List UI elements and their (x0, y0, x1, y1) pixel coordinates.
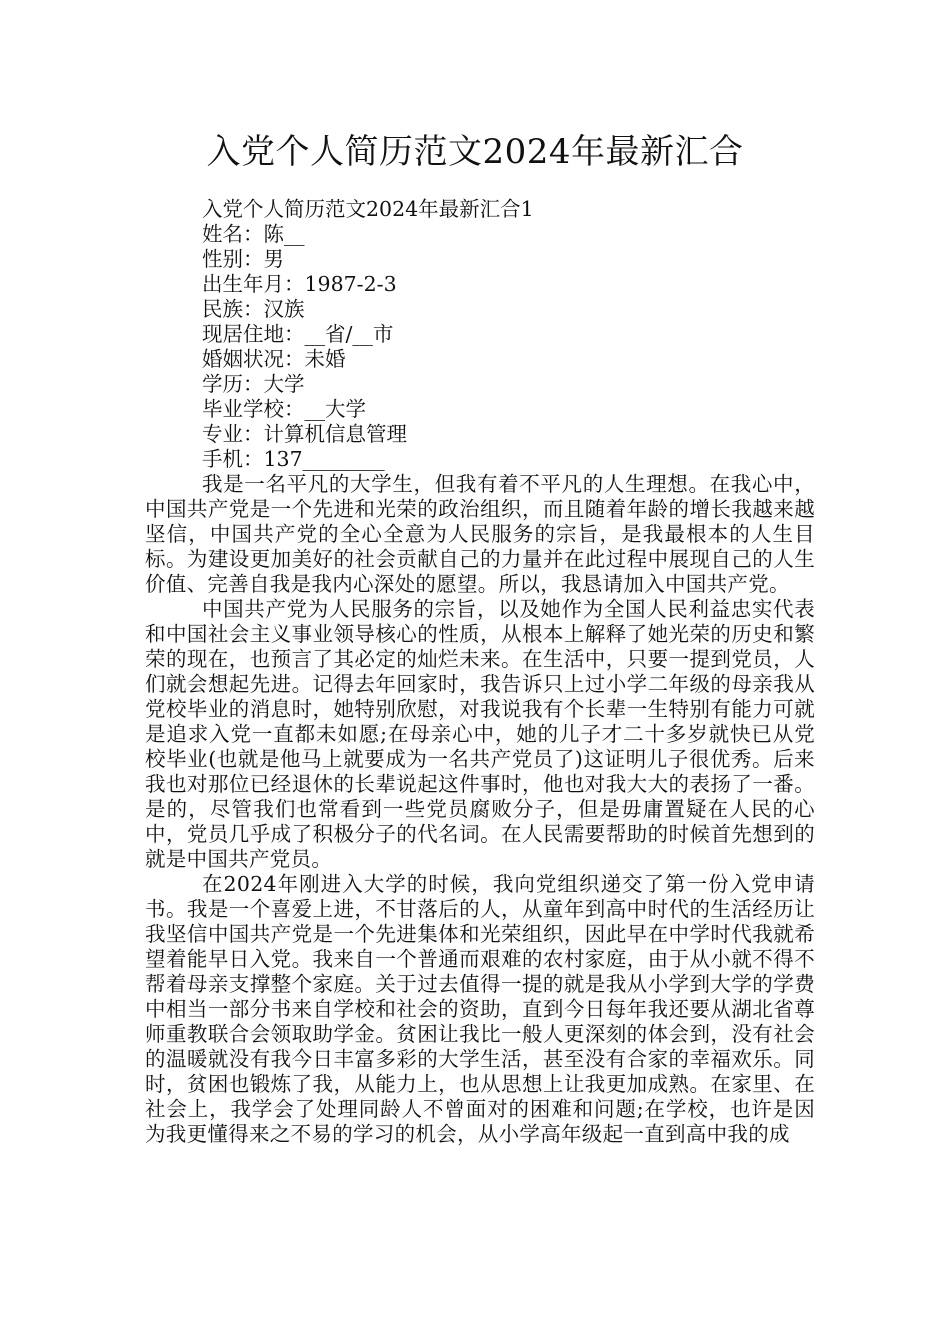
document-title: 入党个人简历范文2024年最新汇合 (206, 132, 744, 172)
info-phone: 手机：137________ (202, 447, 385, 471)
paragraph-application: 在2024年刚进入大学的时候，我向党组织递交了第一份入党申请书。我是一个喜爱上进，不甘落后的人，从童年到高中时代的生活经历让我坚信中国共产党是一个先进集体和光荣组织，因此早在中学时代我就希望着能早日入党。我来自一个普通而艰难的农村家庭，由于从小就不得不帮着母亲支撑整个家庭。关于过去值得一提的就是我从小学到大学的学费中相当一部分书来自学校和社会的资助，直到今日每年我还要从湖北省尊师重教联合会领取助学金。贫困让我比一般人更深刻的体会到，没有社会的温暖就没有我今日丰富多彩的大学生活，甚至没有合家的幸福欢乐。同时，贫困也锻炼了我，从能力上，也从思想上让我更加成熟。在家里、在社会上，我学会了处理同龄人不曾面对的困难和问题;在学校，也许是因为我更懂得来之不易的学习的机会，从小学高年级起一直到高中我的成 (145, 872, 815, 1146)
info-school: 毕业学校：__大学 (202, 397, 366, 421)
info-gender: 性别：男 (202, 247, 284, 271)
paragraph-party-purpose: 中国共产党为人民服务的宗旨，以及她作为全国人民利益忠实代表和中国社会主义事业领导核心的性质，从根本上解释了她光荣的历史和繁荣的现在，也预言了其必定的灿烂未来。在生活中，只要一提到党员，人们就会想起先进。记得去年回家时，我告诉只上过小学二年级的母亲我从党校毕业的消息时，她特别欣慰，对我说我有个长辈一生特别有能力可就是追求入党一直都未如愿;在母亲心中，她的儿子才二十多岁就快已从党校毕业(也就是他马上就要成为一名共产党员了)这证明儿子很优秀。后来我也对那位已经退休的长辈说起这件事时，他也对我大大的表扬了一番。是的，尽管我们也常看到一些党员腐败分子，但是毋庸置疑在人民的心中，党员几乎成了积极分子的代名词。在人民需要帮助的时候首先想到的就是中国共产党员。 (145, 597, 815, 871)
info-name: 姓名：陈__ (202, 222, 305, 246)
info-residence: 现居住地：__省/__市 (202, 322, 394, 346)
paragraph-intro: 我是一名平凡的大学生，但我有着不平凡的人生理想。在我心中，中国共产党是一个先进和光荣的政治组织，而且随着年龄的增长我越来越坚信，中国共产党的全心全意为人民服务的宗旨，是我最根本的人生目标。为建设更加美好的社会贡献自己的力量并在此过程中展现自己的人生价值、完善自我是我内心深处的愿望。所以，我恳请加入中国共产党。 (145, 472, 815, 596)
info-major: 专业：计算机信息管理 (202, 422, 407, 446)
info-ethnicity: 民族：汉族 (202, 297, 305, 321)
document-body (145, 197, 815, 1147)
info-birth-date: 出生年月：1987-2-3 (202, 272, 397, 296)
info-marital-status: 婚姻状况：未婚 (202, 347, 346, 371)
section-heading: 入党个人简历范文2024年最新汇合1 (202, 197, 534, 221)
info-education: 学历：大学 (202, 372, 305, 396)
